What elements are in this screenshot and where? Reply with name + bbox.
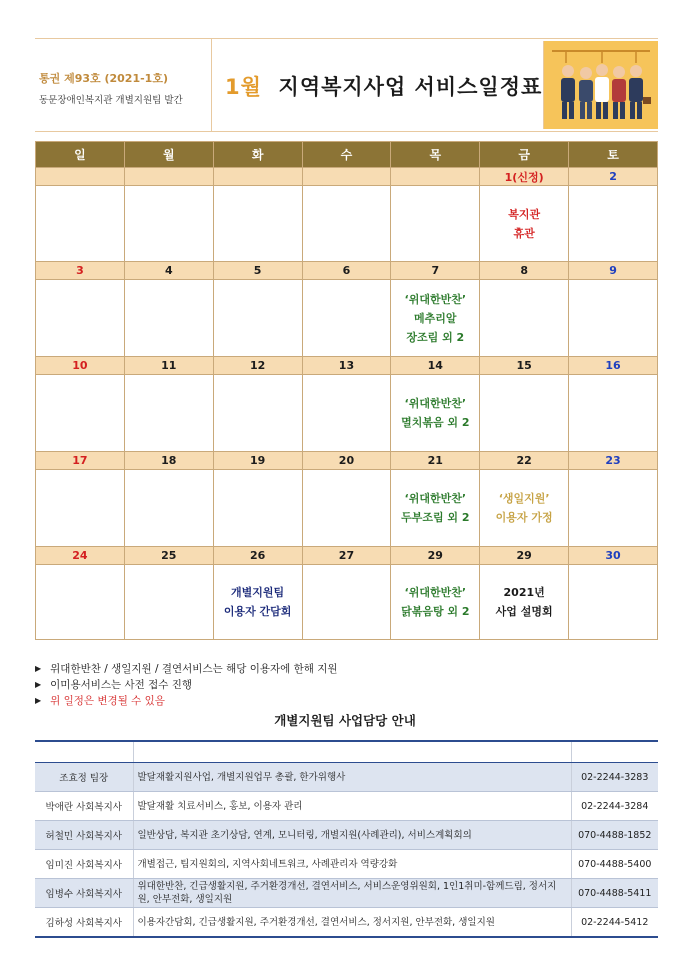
date-cell [302,168,391,186]
staff-tasks: 이용자간담회, 긴급생활지원, 주거환경개선, 결연서비스, 정서지원, 안부전화, 생일지원 [133,908,571,938]
event-cell [391,280,480,357]
staff-tasks: 위대한반찬, 긴급생활지원, 주거환경개선, 결연서비스, 서비스운영위원회, 1인1취미-함께드림, 정서지원, 안부전화, 생일지원 [133,879,571,908]
week-1-events [36,186,658,262]
event-cell [302,470,391,547]
event-cell [569,470,658,547]
date-cell: 29 [391,547,480,565]
event-cell [302,375,391,452]
week-2-dates [36,262,658,280]
event-meeting: 개별지원팀 이용자 간담회 [223,586,292,618]
date-cell: 19 [213,452,302,470]
staff-phone: 02-2244-3284 [571,792,658,821]
staff-phone: 02-2244-3283 [571,763,658,792]
date-cell: 29 [480,547,569,565]
triangle-bullet-icon: ▶ [35,679,42,689]
date-cell: 20 [302,452,391,470]
event-cell [36,470,125,547]
date-cell: 14 [391,357,480,375]
date-cell [213,168,302,186]
date-cell: 4 [124,262,213,280]
staff-tasks: 발달재활 치료서비스, 홍보, 이용자 관리 [133,792,571,821]
event-cell [124,280,213,357]
staff-phone: 070-4488-5411 [571,879,658,908]
notes-list [35,660,658,708]
event-cell [302,565,391,640]
date-cell: 24 [36,547,125,565]
event-cell [391,186,480,262]
week-5-dates [36,547,658,565]
event-briefing: 2021년 사업 설명회 [495,586,553,618]
staff-name: 임병수 사회복지사 [35,879,133,908]
event-cell [213,565,302,640]
date-cell: 2 [569,168,658,186]
date-cell: 25 [124,547,213,565]
title-text: 지역복지사업 서비스일정표 [278,75,543,99]
people-illustration-icon [543,41,658,129]
staff-name: 김하성 사회복지사 [35,908,133,938]
event-cell [480,470,569,547]
event-cell [569,565,658,640]
weekday-wed: 수 [302,142,391,168]
date-cell: 30 [569,547,658,565]
week-3-dates [36,357,658,375]
publisher: 동문장애인복지관 개별지원팀 발간 [39,95,183,106]
table-row [35,792,658,821]
event-cell [36,186,125,262]
event-birthday: ‘생일지원’ 이용자 가정 [495,492,553,524]
event-side-dish: ‘위대한반찬’ 메추리알 장조림 외 2 [404,292,467,344]
event-cell [569,280,658,357]
staff-phone: 02-2244-5412 [571,908,658,938]
date-cell: 9 [569,262,658,280]
table-row [35,850,658,879]
date-cell: 5 [213,262,302,280]
staff-phone: 070-4488-1852 [571,821,658,850]
staff-header-row [35,741,658,763]
event-side-dish: ‘위대한반찬’ 닭볶음탕 외 2 [401,586,470,618]
staff-section-title: 개별지원팀 사업담당 안내 [274,713,416,728]
triangle-bullet-icon: ▶ [35,695,42,705]
week-4-events [36,470,658,547]
event-cell [213,186,302,262]
staff-phone: 070-4488-5400 [571,850,658,879]
staff-tasks: 발달재활지원사업, 개별지원업무 총괄, 한가위행사 [133,763,571,792]
table-row [35,821,658,850]
staff-name: 허철민 사회복지사 [35,821,133,850]
triangle-bullet-icon: ▶ [35,663,42,673]
date-cell: 17 [36,452,125,470]
issue-number: 통권 제93호 (2021-1호) [39,72,168,85]
event-cell [124,186,213,262]
date-cell: 23 [569,452,658,470]
weekday-tue: 화 [213,142,302,168]
header-info-box [35,39,212,131]
event-cell [36,375,125,452]
event-cell [480,186,569,262]
event-cell [480,375,569,452]
event-cell [124,565,213,640]
date-cell: 10 [36,357,125,375]
page-title [225,71,542,101]
event-cell [213,470,302,547]
note-item: ▶ 위대한반찬 / 생일지원 / 결연서비스는 해당 이용자에 한해 지원 [35,662,338,675]
event-cell [569,375,658,452]
date-cell: 26 [213,547,302,565]
date-cell-holiday: 1(신정) [480,168,569,186]
event-cell [213,280,302,357]
event-cell [391,470,480,547]
note-item: ▶ 이미용서비스는 사전 접수 진행 [35,678,193,691]
staff-tasks: 개별접근, 팀지원회의, 지역사회네트워크, 사례관리자 역량강화 [133,850,571,879]
event-cell [391,565,480,640]
date-cell: 7 [391,262,480,280]
table-row [35,763,658,792]
weekday-header-row [36,142,658,168]
date-cell: 16 [569,357,658,375]
date-cell: 13 [302,357,391,375]
date-cell: 18 [124,452,213,470]
weekday-fri: 금 [480,142,569,168]
weekday-sun: 일 [36,142,125,168]
weekday-sat: 토 [569,142,658,168]
week-5-events [36,565,658,640]
table-row [35,908,658,938]
event-closed: 복지관 휴관 [508,207,541,240]
staff-table [35,740,658,938]
date-cell: 11 [124,357,213,375]
note-item-warning: ▶ 위 일정은 변경될 수 있음 [35,694,165,707]
staff-name: 박애란 사회복지사 [35,792,133,821]
weekday-thu: 목 [391,142,480,168]
event-cell [36,280,125,357]
date-cell: 15 [480,357,569,375]
weekday-mon: 월 [124,142,213,168]
week-1-dates [36,168,658,186]
date-cell [391,168,480,186]
date-cell: 22 [480,452,569,470]
week-3-events [36,375,658,452]
staff-name: 임미진 사회복지사 [35,850,133,879]
event-cell [480,280,569,357]
staff-name: 조효정 팀장 [35,763,133,792]
date-cell: 3 [36,262,125,280]
date-cell: 27 [302,547,391,565]
week-2-events [36,280,658,357]
event-cell [480,565,569,640]
monthly-calendar [35,141,658,640]
week-4-dates [36,452,658,470]
staff-tasks: 일반상담, 복지관 초기상담, 연계, 모니터링, 개별지원(사례관리), 서비스계획회의 [133,821,571,850]
event-cell [213,375,302,452]
date-cell [124,168,213,186]
event-side-dish: ‘위대한반찬’ 멸치볶음 외 2 [401,397,470,429]
event-cell [391,375,480,452]
event-side-dish: ‘위대한반찬’ 두부조림 외 2 [401,492,470,524]
newsletter-header [35,38,658,132]
event-cell [302,280,391,357]
date-cell: 12 [213,357,302,375]
date-cell [36,168,125,186]
date-cell: 6 [302,262,391,280]
event-cell [569,186,658,262]
title-month: 1월 [225,75,262,99]
event-cell [124,470,213,547]
event-cell [302,186,391,262]
date-cell: 8 [480,262,569,280]
event-cell [124,375,213,452]
event-cell [36,565,125,640]
date-cell: 21 [391,452,480,470]
table-row [35,879,658,908]
